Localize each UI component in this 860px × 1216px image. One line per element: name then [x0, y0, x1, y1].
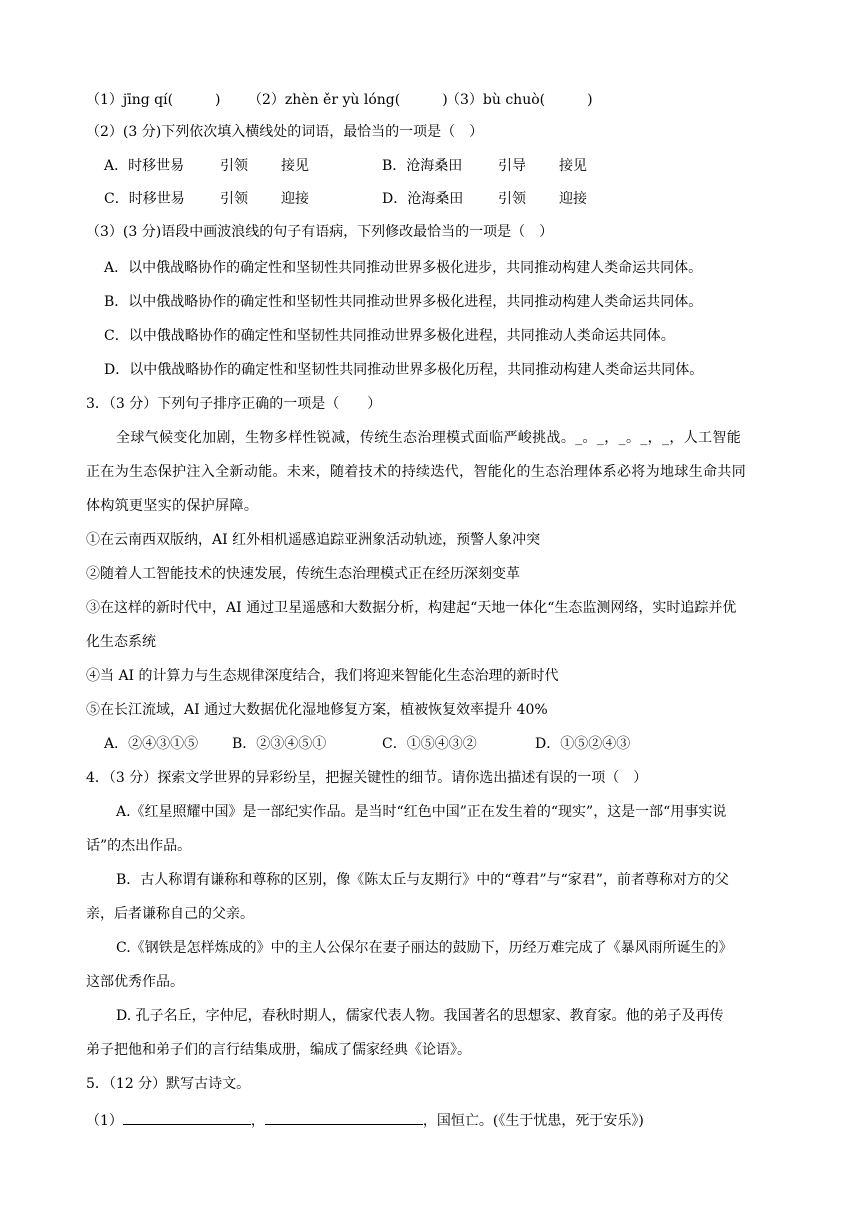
pinyin-item-3: （3）bù chuò( ) — [446, 92, 593, 108]
question-2-2-option-b: B．沧海桑田 引导 接见 — [382, 158, 587, 174]
question-4-option-d-line-2: 弟子把他和弟子们的言行结集成册，编成了儒家经典《论语》。 — [86, 1042, 471, 1058]
answer-blank-1[interactable] — [123, 1108, 251, 1125]
question-4-option-c-line-1: C.《钢铁是怎样炼成的》中的主人公保尔在妻子丽达的鼓励下，历经万难完成了《暴风雨所诞生的》 — [116, 940, 733, 956]
question-5-item-1-sep: ， — [250, 1113, 265, 1129]
question-4-option-b-line-1: B．古人称谓有谦称和尊称的区别，像《陈太丘与友期行》中的“尊君”与“家君”，前者尊称对方的父 — [116, 872, 729, 888]
question-4-stem: 4．（3 分）探索文学世界的异彩纷呈，把握关键性的细节。请你选出描述有误的一项（ ） — [86, 770, 648, 786]
question-3-option-b: B．②③④⑤① — [232, 736, 327, 752]
question-4-option-d-line-1: D. 孔子名丘，字仲尼，春秋时期人，儒家代表人物。我国著名的思想家、教育家。他的弟子及再传 — [116, 1008, 724, 1024]
question-3-sentence-4: ④当 AI 的计算力与生态规律深度结合，我们将迎来智能化生态治理的新时代 — [86, 668, 559, 684]
answer-blank-2[interactable] — [265, 1108, 423, 1125]
question-2-2-option-c: C．时移世易 引领 迎接 — [104, 191, 309, 207]
question-3-sentence-5: ⑤在长江流域，AI 通过大数据优化湿地修复方案，植被恢复效率提升 40% — [86, 702, 548, 718]
question-3-sentence-3-cont: 化生态系统 — [86, 634, 156, 650]
pinyin-item-2: （2）zhèn ěr yù lóng( ) — [248, 92, 448, 108]
question-5-stem: 5．（12 分）默写古诗文。 — [86, 1076, 251, 1092]
question-3-sentence-3: ③在这样的新时代中，AI 通过卫星遥感和大数据分析，构建起“天地一体化“生态监测网络，实时追踪并优 — [86, 600, 737, 616]
question-2-2-option-d: D．沧海桑田 引领 迎接 — [382, 191, 587, 207]
question-5-item-1-prefix: （1） — [86, 1113, 123, 1129]
question-3-sentence-1: ①在云南西双版纳，AI 红外相机遥感追踪亚洲象活动轨迹，预警人象冲突 — [86, 532, 541, 548]
question-2-3-stem: （3）(3 分)语段中画波浪线的句子有语病，下列修改最恰当的一项是（ ） — [86, 224, 554, 240]
question-3-stem: 3．（3 分）下列句子排序正确的一项是（ ） — [86, 396, 382, 412]
question-3-passage-line-3: 体构筑更坚实的保护屏障。 — [86, 498, 259, 514]
question-3-option-d: D．①⑤②④③ — [535, 736, 631, 752]
question-3-option-a: A．②④③①⑤ — [104, 736, 199, 752]
question-3-sentence-2: ②随着人工智能技术的快速发展，传统生态治理模式正在经历深刻变革 — [86, 566, 520, 582]
question-3-passage-line-2: 正在为生态保护注入全新动能。未来，随着技术的持续迭代，智能化的生态治理体系必将为地球生命共同 — [86, 464, 747, 480]
question-2-2-option-a: A．时移世易 引领 接见 — [104, 158, 309, 174]
question-4-option-a-line-2: 话”的杰出作品。 — [86, 838, 192, 854]
question-4-option-b-line-2: 亲，后者谦称自己的父亲。 — [86, 906, 254, 922]
pinyin-item-1: （1）jīng qí( ) — [86, 92, 221, 108]
question-2-3-option-b: B．以中俄战略协作的确定性和坚韧性共同推动世界多极化进程，共同推动构建人类命运共同体。 — [104, 294, 703, 310]
question-5-item-1-suffix: ，国恒亡。(《生于忧患，死于安乐》) — [422, 1113, 644, 1129]
question-3-option-c: C．①⑤④③② — [382, 736, 477, 752]
question-5-item-1 — [86, 1108, 644, 1131]
question-3-passage-line-1: 全球气候变化加剧，生物多样性锐减，传统生态治理模式面临严峻挑战。_。_，_。_，_，人工智能 — [116, 430, 742, 446]
question-4-option-a-line-1: A.《红星照耀中国》是一部纪实作品。是当时“红色中国”正在发生着的“现实”，这是一部“用事实说 — [116, 804, 727, 820]
question-2-3-option-a: A．以中俄战略协作的确定性和坚韧性共同推动世界多极化进步，共同推动构建人类命运共同体。 — [104, 260, 703, 276]
question-2-3-option-d: D．以中俄战略协作的确定性和坚韧性共同推动世界多极化历程，共同推动构建人类命运共同体。 — [104, 362, 704, 378]
pinyin-line — [86, 90, 593, 110]
question-2-3-option-c: C．以中俄战略协作的确定性和坚韧性共同推动世界多极化进程，共同推动人类命运共同体。 — [104, 328, 675, 344]
question-2-2-stem: （2）(3 分)下列依次填入横线处的词语，最恰当的一项是（ ） — [86, 124, 484, 140]
question-4-option-c-line-2: 这部优秀作品。 — [86, 974, 184, 990]
